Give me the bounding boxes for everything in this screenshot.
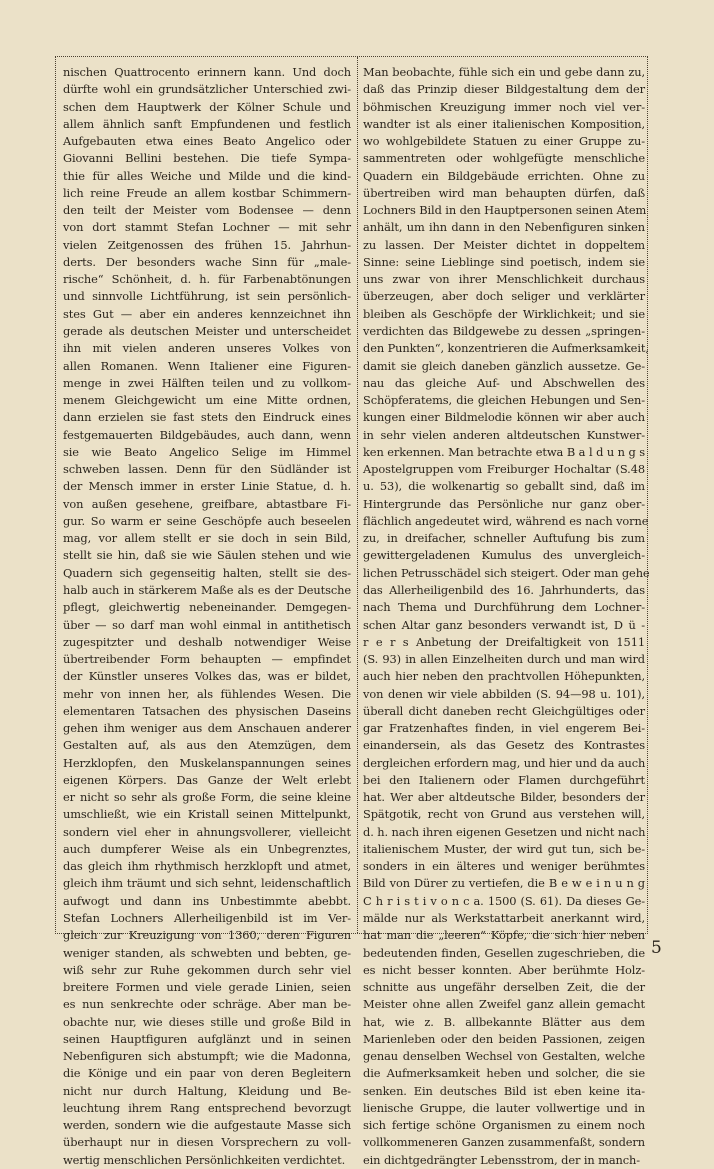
text-line: werden, sondern wie die aufgestaute Masse sich: [63, 1118, 351, 1133]
text-line: nach Thema und Durchführung dem Lochner-: [363, 600, 645, 615]
text-line: menem Gleichgewicht um eine Mitte ordnen,: [63, 393, 351, 408]
text-line: Man beobachte, fühle sich ein und gebe dann zu,: [363, 65, 645, 79]
text-line: gerade als deutschen Meister und unterscheidet: [63, 323, 351, 338]
text-line: Meister ohne allen Zweifel ganz allein gemacht: [363, 997, 645, 1012]
text-line: von außen gesehene, greifbare, abtastbare Fi-: [63, 496, 351, 511]
text-line: hat. Wer aber altdeutsche Bilder, besonders der: [363, 790, 645, 805]
text-line: Quadern sich gegenseitig halten, stellt sie des-: [63, 565, 351, 580]
text-line: breitere Formen und viele gerade Linien, seien: [63, 980, 351, 995]
text-line: derts. Der besonders wache Sinn für „male-: [63, 254, 351, 269]
text-line: den Punkten“, konzentrieren die Aufmerksamkeit,: [363, 341, 649, 356]
text-line: es nun senkrechte oder schräge. Aber man be-: [63, 997, 351, 1012]
text-line: mehr von innen her, als fühlendes Wesen. Die: [63, 686, 351, 701]
text-line: Sinne: seine Lieblinge sind poetisch, indem sie: [363, 254, 645, 269]
text-line: wertig menschlichen Persönlichkeiten verdichtet.: [63, 1152, 346, 1167]
text-line: verdichten das Bildgewebe zu dessen „springen-: [363, 323, 645, 338]
text-line: böhmischen Kreuzigung immer noch viel ver-: [363, 99, 645, 114]
text-line: es nicht besser konnten. Aber berühmte Holz-: [363, 962, 645, 977]
text-line: vielen Zeitgenossen des frühen 15. Jahrhun-: [63, 237, 351, 252]
text-line: Giovanni Bellini bestehen. Die tiefe Sympa-: [63, 151, 351, 166]
text-line: italienischem Muster, der wird gut tun, sich be-: [363, 841, 645, 856]
text-line: r e r s Anbetung der Dreifaltigkeit von 1511: [363, 634, 645, 649]
text-line: allen Romanen. Wenn Italiener eine Figuren-: [63, 358, 351, 373]
text-line: nischen Quattrocento erinnern kann. Und doch: [63, 65, 351, 79]
text-line: Aufgebauten etwa eines Beato Angelico oder: [63, 134, 351, 149]
text-line: uns zwar von ihrer Menschlichkeit durchaus: [363, 272, 645, 287]
text-line: die Könige und ein paar von deren Begleitern: [63, 1066, 351, 1081]
text-line: wiß sehr zur Ruhe gekommen durch sehr viel: [63, 962, 351, 977]
text-line: stellt sie hin, daß sie wie Säulen stehen und wie: [63, 548, 351, 563]
text-line: die Aufmerksamkeit heben und solcher, die sie: [363, 1066, 645, 1081]
text-line: gewittergeladenen Kumulus des unvergleich-: [363, 548, 645, 563]
text-line: ihn mit vielen anderen unseres Volkes von: [63, 341, 351, 356]
text-line: lichen Petrusschädel sich steigert. Oder man gehe: [363, 565, 650, 580]
text-line: damit sie gleich daneben gänzlich aussetze. Ge-: [363, 358, 645, 373]
text-line: genau denselben Wechsel von Gestalten, welche: [363, 1049, 645, 1064]
text-line: bei den Italienern oder Flamen durchgeführt: [363, 772, 645, 787]
text-line: Bild von Dürer zu vertiefen, die B e w e i n u n g: [363, 876, 645, 891]
text-line: weniger standen, als schwebten und bebten, ge-: [63, 945, 351, 960]
text-line: bedeutenden finden, Gesellen zugeschrieben, die: [363, 945, 645, 960]
text-line: auch dumpferer Weise als ein Unbegrenztes,: [63, 841, 351, 856]
column-divider: [357, 57, 358, 933]
text-line: nicht nur durch Haltung, Kleidung und Be-: [63, 1083, 351, 1098]
text-line: mälde nur als Werkstattarbeit anerkannt wird,: [363, 911, 645, 926]
text-line: halb auch in stärkerem Maße als es der Deutsche: [63, 582, 351, 597]
text-line: festgemauerten Bildgebäudes, auch dann, wenn: [63, 427, 351, 442]
text-line: er nicht so sehr als große Form, die seine kleine: [63, 790, 351, 805]
text-line: Herzklopfen, den Muskelanspannungen seines: [63, 755, 351, 770]
text-line: zugespitzter und deshalb notwendiger Weise: [63, 634, 351, 649]
text-line: d. h. nach ihren eigenen Gesetzen und nicht nach: [363, 824, 646, 839]
text-line: schnitte aus ungefähr derselben Zeit, die der: [363, 980, 645, 995]
text-line: über — so darf man wohl einmal in antithetisch: [63, 617, 351, 632]
text-line: das Allerheiligenbild des 16. Jahrhunderts, das: [363, 582, 645, 597]
text-line: Stefan Lochners Allerheiligenbild ist im Ver-: [63, 911, 351, 926]
text-line: anhält, um ihn dann in den Nebenfiguren sinken: [363, 220, 645, 235]
text-line: überhaupt nur in diesen Vorsprechern zu voll-: [63, 1135, 351, 1150]
text-line: gehen ihm weniger aus dem Anschauen anderer: [63, 721, 351, 736]
text-line: in sehr vielen anderen altdeutschen Kunstwer-: [363, 427, 645, 442]
text-line: Gestalten auf, als aus den Atemzügen, dem: [63, 738, 351, 753]
text-line: schweben lassen. Denn für den Südländer ist: [63, 462, 351, 477]
text-line: umschließt, wie ein Kristall seinen Mittelpunkt,: [63, 807, 351, 822]
text-line: (S. 93) in allen Einzelheiten durch und man wird: [363, 652, 645, 667]
text-line: hat, wie z. B. allbekannte Blätter aus dem: [363, 1014, 645, 1029]
text-line: pflegt, gleichwertig nebeneinander. Demgegen-: [63, 600, 351, 615]
right-column: [363, 64, 650, 1167]
text-line: aufwogt und dann ins Unbestimmte abebbt.: [63, 893, 351, 908]
text-line: ken erkennen. Man betrachte etwa B a l d u n g s: [363, 444, 645, 459]
text-line: der Mensch immer in erster Linie Statue, d. h.: [63, 479, 351, 494]
text-line: dürfte wohl ein grundsätzlicher Unterschied zwi-: [63, 82, 351, 97]
text-line: übertreiben wird man behaupten dürfen, daß: [363, 185, 645, 200]
text-line: Apostelgruppen vom Freiburger Hochaltar (S.48: [363, 462, 645, 477]
text-line: u. 53), die wolkenartig so geballt sind, daß im: [363, 479, 645, 494]
text-line: den teilt der Meister vom Bodensee — denn: [63, 203, 351, 218]
text-line: von denen wir viele abbilden (S. 94—98 u. 101),: [363, 686, 645, 701]
text-line: senken. Ein deutsches Bild ist eben keine ita-: [363, 1083, 645, 1098]
text-line: dann erzielen sie fast stets den Eindruck eines: [63, 410, 351, 425]
left-column: [63, 64, 351, 1167]
text-line: flächlich angedeutet wird, während es nach vorne: [363, 513, 649, 528]
text-line: seinen Hauptfiguren aufglänzt und in seinen: [63, 1031, 351, 1046]
text-line: nau das gleiche Auf- und Abschwellen des: [363, 375, 645, 390]
text-line: wandter ist als einer italienischen Komposition,: [363, 116, 645, 131]
text-line: der Künstler unseres Volkes das, was er bildet,: [63, 669, 351, 684]
text-line: einandersein, als das Gesetz des Kontrastes: [363, 738, 645, 753]
text-line: daß das Prinzip dieser Bildgestaltung dem der: [363, 82, 645, 97]
text-line: menge in zwei Hälften teilen und zu vollkom-: [63, 375, 351, 390]
text-line: überall dicht daneben recht Gleichgültiges oder: [363, 703, 645, 718]
text-line: gar Fratzenhaftes finden, in viel engerem Bei-: [363, 721, 645, 736]
text-line: kungen einer Bildmelodie können wir aber auch: [363, 410, 645, 425]
text-line: sonders in ein älteres und weniger berühmtes: [363, 859, 645, 874]
text-line: sie wie Beato Angelico Selige im Himmel: [63, 444, 351, 459]
text-line: gleich zur Kreuzigung von 1360, deren Figuren: [63, 928, 351, 943]
text-line: mag, vor allem stellt er sie doch in sein Bild,: [63, 531, 351, 546]
text-line: Hintergrunde das Persönliche nur ganz ober-: [363, 496, 645, 511]
text-line: sondern viel eher in ahnungsvollerer, vielleicht: [63, 824, 351, 839]
text-line: Spätgotik, recht von Grund aus verstehen will,: [363, 807, 645, 822]
text-line: das gleich ihm rhythmisch herzklopft und atmet,: [63, 859, 351, 874]
text-line: Nebenfiguren sich abstumpft; wie die Madonna,: [63, 1049, 351, 1064]
text-line: sammentreten oder wohlgefügte menschliche: [363, 151, 645, 166]
text-line: überzeugen, aber doch seliger und verklärter: [363, 289, 645, 304]
text-line: vollkommeneren Ganzen zusammenfaßt, sondern: [363, 1135, 645, 1150]
text-line: ein dichtgedrängter Lebensstrom, der in manch-: [363, 1152, 641, 1167]
text-line: rische“ Schönheit, d. h. für Farbenabtönungen: [63, 272, 351, 287]
text-line: wo wohlgebildete Statuen zu einer Gruppe zu-: [363, 134, 645, 149]
text-line: lich reine Freude an allem kostbar Schimmern-: [63, 185, 351, 200]
text-line: von dort stammt Stefan Lochner — mit sehr: [63, 220, 351, 235]
text-line: Quadern ein Bildgebäude errichten. Ohne zu: [363, 168, 645, 183]
text-line: sich fertige schöne Organismen zu einem noch: [363, 1118, 645, 1133]
text-line: stes Gut — aber ein anderes kennzeichnet ihn: [63, 306, 351, 321]
text-line: dergleichen erfordern mag, und hier und da auch: [363, 755, 646, 770]
text-line: leuchtung ihrem Rang entsprechend bevorzugt: [63, 1100, 351, 1115]
text-line: eigenen Körpers. Das Ganze der Welt erlebt: [63, 772, 351, 787]
text-line: gur. So warm er seine Geschöpfe auch beseelen: [63, 513, 351, 528]
text-line: übertreibender Form behaupten — empfindet: [63, 652, 351, 667]
text-line: elementaren Tatsachen des physischen Daseins: [63, 703, 351, 718]
text-line: zu, in dreifacher, schneller Auftufung bis zum: [363, 531, 645, 546]
page-number: 5: [651, 938, 662, 958]
text-line: schen Altar ganz besonders verwandt ist, D ü -: [363, 617, 645, 632]
text-line: schen dem Hauptwerk der Kölner Schule und: [63, 99, 351, 114]
text-line: bleiben als Geschöpfe der Wirklichkeit; und sie: [363, 306, 645, 321]
text-line: lienische Gruppe, die lauter vollwertige und in: [363, 1100, 645, 1115]
text-line: und sinnvolle Lichtführung, ist sein persönlich-: [63, 289, 351, 304]
text-line: hat man die „leeren“ Köpfe, die sich hier neben: [363, 928, 645, 943]
text-line: gleich ihm träumt und sich sehnt, leidenschaftlich: [63, 876, 351, 891]
text-line: Lochners Bild in den Hauptpersonen seinen Atem: [363, 203, 647, 218]
text-line: thie für alles Weiche und Milde und die kind-: [63, 168, 351, 183]
text-line: obachte nur, wie dieses stille und große Bild in: [63, 1014, 351, 1029]
text-line: C h r i s t i v o n c a. 1500 (S. 61). Da dieses Ge-: [363, 893, 645, 908]
text-line: auch hier neben den prachtvollen Höhepunkten,: [363, 669, 645, 684]
text-line: allem ähnlich sanft Empfundenen und festlich: [63, 116, 351, 131]
text-line: Marienleben oder den beiden Passionen, zeigen: [363, 1031, 645, 1046]
text-line: zu lassen. Der Meister dichtet in doppeltem: [363, 237, 645, 252]
text-line: Schöpferatems, die gleichen Hebungen und Sen-: [363, 393, 645, 408]
